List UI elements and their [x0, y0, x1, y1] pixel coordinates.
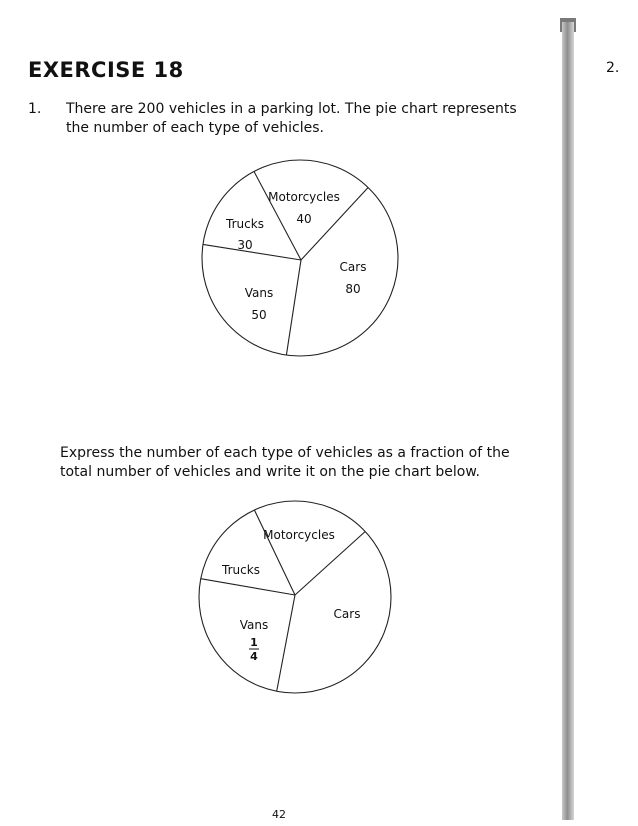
- slice-boundary-vans: [277, 595, 295, 691]
- slice-value-cars: 80: [345, 282, 361, 296]
- slice-label-vans: Vans: [239, 618, 269, 632]
- question-text: There are 200 vehicles in a parking lot. The pie chart represents the number of each type of vehicles.: [66, 101, 517, 136]
- slice-boundary-trucks: [201, 579, 295, 595]
- question-number: 1.: [28, 101, 42, 117]
- slice-label-vans: Vans: [244, 286, 274, 300]
- page-number: 2.: [606, 60, 620, 76]
- fraction-denominator-vans: 4: [250, 650, 258, 663]
- binding-edge: [562, 22, 574, 820]
- slice-value-motorcycles: 40: [296, 212, 312, 226]
- slice-label-cars: Cars: [333, 607, 361, 621]
- slice-boundary-motorcycles: [254, 172, 301, 261]
- slice-label-trucks: Trucks: [222, 563, 260, 577]
- slice-label-motorcycles: Motorcycles: [268, 190, 340, 204]
- exercise-title: EXERCISE 18: [28, 58, 184, 82]
- slice-label-trucks: Trucks: [226, 217, 264, 231]
- footer-page-number: 42: [272, 808, 286, 821]
- slice-label-motorcycles: Motorcycles: [263, 528, 335, 542]
- slice-value-trucks: 30: [237, 238, 253, 252]
- fraction-numerator-vans: 1: [250, 636, 258, 649]
- slice-boundary-motorcycles: [254, 510, 295, 595]
- slice-label-cars: Cars: [339, 260, 367, 274]
- instruction-text: Express the number of each type of vehicles as a fraction of the total number of vehicles and write it on the pie chart below.: [60, 445, 510, 480]
- slice-boundary-vans: [286, 260, 301, 355]
- pie-chart-vehicles: [200, 157, 404, 361]
- pie-chart-fractions: [195, 497, 399, 701]
- slice-value-vans: 50: [251, 308, 267, 322]
